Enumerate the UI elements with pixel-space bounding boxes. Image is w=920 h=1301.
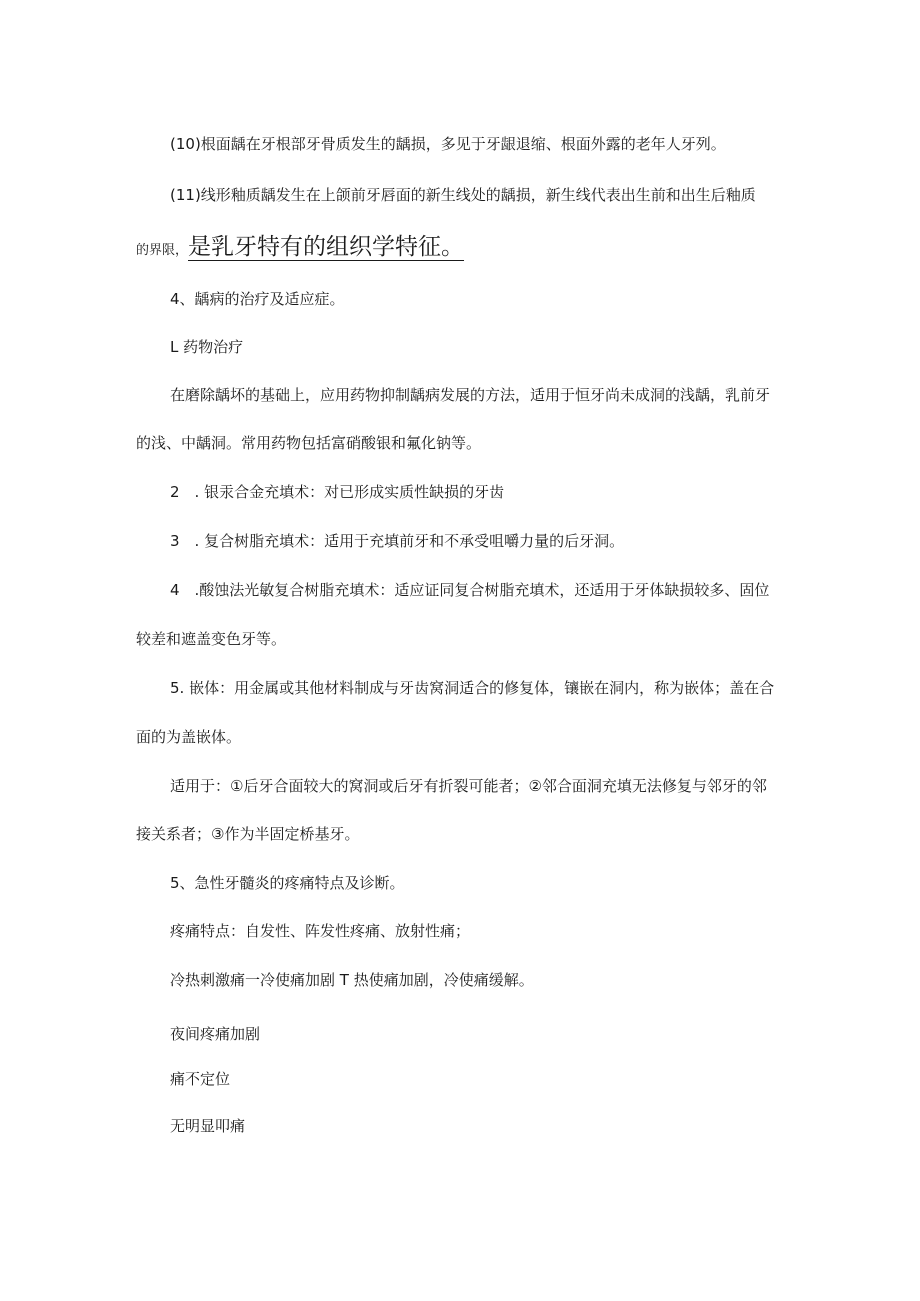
item-drug-therapy-line1: 在磨除龋坏的基础上，应用药物抑制龋病发展的方法，适用于恒牙尚未成洞的浅龋，乳前牙 (170, 386, 771, 404)
item-composite-filling: 3 . 复合树脂充填术：适用于充填前牙和不承受咀嚼力量的后牙洞。 (170, 532, 625, 550)
item-inlay-line1: 5. 嵌体：用金属或其他材料制成与牙齿窝洞适合的修复体，镶嵌在洞内，称为嵌体；盖在合 (170, 679, 775, 697)
item-acid-etch-line1: 4 .酸蚀法光敏复合树脂充填术：适应证同复合树脂充填术，还适用于牙体缺损较多、固位 (170, 581, 770, 599)
item-acid-etch-line2: 较差和遮盖变色牙等。 (136, 630, 287, 648)
paragraph-linear-caries-line1: (11)线形釉质龋发生在上颌前牙唇面的新生线处的龋损，新生线代表出生前和出生后釉质 (170, 186, 756, 204)
pain-feature-unlocalized: 痛不定位 (170, 1070, 231, 1088)
inlay-indications-line2: 接关系者；③作为半固定桥基牙。 (136, 825, 360, 843)
heading-acute-pulpitis: 5、急性牙髓炎的疼痛特点及诊断。 (170, 874, 405, 892)
pain-feature-night: 夜间疼痛加剧 (170, 1025, 261, 1043)
item-drug-therapy-title: L 药物治疗 (170, 338, 244, 356)
item-drug-therapy-line2: 的浅、中龋洞。常用药物包括富硝酸银和氟化钠等。 (136, 434, 482, 452)
paragraph-root-caries: (10)根面龋在牙根部牙骨质发生的龋损，多见于牙龈退缩、根面外露的老年人牙列。 (170, 135, 726, 153)
pain-features-title: 疼痛特点：自发性、阵发性疼痛、放射性痛； (170, 922, 471, 940)
pain-feature-no-percussion: 无明显叩痛 (170, 1117, 246, 1135)
item-inlay-line2: 面的为盖嵌体。 (136, 728, 242, 746)
pain-feature-thermal: 冷热刺激痛一冷使痛加剧 T 热使痛加剧，冷使痛缓解。 (170, 971, 534, 989)
paragraph-linear-caries-line2 (136, 233, 464, 261)
paragraph-linear-caries-lead: 的界限， (136, 243, 189, 258)
item-amalgam-filling: 2 . 银汞合金充填术：对已形成实质性缺损的牙齿 (170, 483, 505, 501)
inlay-indications-line1: 适用于：①后牙合面较大的窝洞或后牙有折裂可能者；②邻合面洞充填无法修复与邻牙的邻 (170, 777, 767, 795)
heading-caries-treatment: 4、龋病的治疗及适应症。 (170, 290, 345, 308)
paragraph-linear-caries-emphasis: 是乳牙特有的组织学特征。 (188, 234, 465, 260)
